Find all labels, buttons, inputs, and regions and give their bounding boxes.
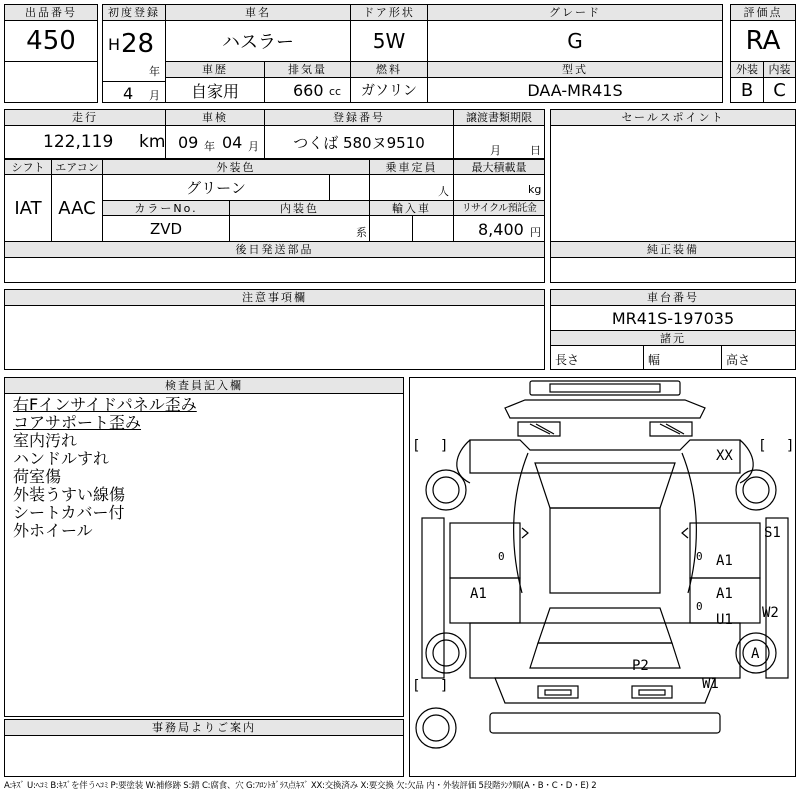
fuel-label: 燃料 <box>350 61 428 78</box>
inspector-note: 右Fインサイドパネル歪み <box>13 395 197 414</box>
year-unit: 年 <box>149 65 160 78</box>
notes-box <box>4 305 545 370</box>
damage-code-p2: P2 <box>632 658 649 674</box>
inspector-note: 外ホイール <box>13 521 93 540</box>
inspector-note: 外装うすい線傷 <box>13 485 126 504</box>
zero-mark: 0 <box>498 550 505 563</box>
capacity-label: 乗車定員 <box>369 159 454 175</box>
score-value: RA <box>730 20 796 62</box>
sales-points-box <box>550 125 796 242</box>
era-letter: H <box>108 35 121 54</box>
interior-label: 内装 <box>763 61 796 78</box>
car-diagram <box>409 377 796 777</box>
era-year: 28 <box>121 29 155 59</box>
bracket-mark: ] <box>440 678 449 694</box>
import-value-b <box>412 215 454 242</box>
mileage-value: 122,119 km <box>4 125 166 159</box>
transfer-deadline-value: 月 日 <box>453 125 545 159</box>
width-cell: 幅 <box>643 345 722 370</box>
max-load-label: 最大積載量 <box>453 159 545 175</box>
max-load-value: kg <box>453 174 545 201</box>
import-label: 輸入車 <box>369 200 454 216</box>
damage-code-s1: S1 <box>764 525 781 541</box>
displacement-value: 660 cc <box>264 77 351 103</box>
history-label: 車歴 <box>165 61 265 78</box>
bracket-mark: ] <box>440 438 449 454</box>
inspection-value: 09 年 04 月 <box>165 125 265 159</box>
capacity-value: 人 <box>369 174 454 201</box>
history-value: 自家用 <box>165 77 265 103</box>
damage-code-a: A <box>751 646 760 662</box>
exterior-color-blank <box>329 174 370 201</box>
later-parts-box <box>4 257 545 283</box>
interior-color-label: 内装色 <box>229 200 370 216</box>
bracket-mark: [ <box>412 438 421 454</box>
damage-code-xx: XX <box>716 448 733 464</box>
lot-number-label: 出品番号 <box>4 4 98 21</box>
exterior-value: B <box>730 77 764 103</box>
damage-code-w2: W2 <box>762 605 779 621</box>
office-guidance-box <box>4 735 404 777</box>
score-label: 評価点 <box>730 4 796 21</box>
registration-number-label: 登録番号 <box>264 109 454 126</box>
door-label: ドア形状 <box>350 4 428 21</box>
damage-legend: A:ｷｽﾞ U:ﾍｺﾐ B:ｷｽﾞを伴うﾍｺﾐ P:要塗装 W:補修跡 S:錆 C:腐食、穴 G:ﾌﾛﾝﾄｶﾞﾗｽ点ｷｽﾞ XX:交換済み X:要交換 欠:欠品 内・外装評価 5段階ﾗﾝｸ順(A・B・C・D・E) 2 <box>4 781 597 791</box>
fuel-value: ガソリン <box>350 77 428 103</box>
shift-value: IAT <box>4 174 52 242</box>
bracket-mark: [ <box>758 438 767 454</box>
length-cell: 長さ <box>550 345 644 370</box>
car-diagram-svg <box>410 378 795 776</box>
exterior-label: 外装 <box>730 61 764 78</box>
inspector-notes-box <box>4 393 404 717</box>
registration-number-value: つくば 580ヌ9510 <box>264 125 454 159</box>
damage-code-u1: U1 <box>716 612 733 628</box>
sales-points-label: セールスポイント <box>550 109 796 126</box>
color-number-value: ZVD <box>102 215 230 242</box>
genuine-equipment-box <box>550 257 796 283</box>
model-value: DAA-MR41S <box>427 77 723 103</box>
mileage-label: 走行 <box>4 109 166 126</box>
grade-value: G <box>427 20 723 62</box>
displacement-label: 排気量 <box>264 61 351 78</box>
import-value-a <box>369 215 413 242</box>
shift-label: シフト <box>4 159 52 175</box>
exterior-color-value: グリーン <box>102 174 330 201</box>
office-guidance-label: 事務局よりご案内 <box>4 719 404 736</box>
interior-value: C <box>763 77 796 103</box>
car-name-label: 車名 <box>165 4 351 21</box>
exterior-color-label: 外装色 <box>102 159 370 175</box>
notes-label: 注意事項欄 <box>4 289 545 306</box>
bracket-mark: [ <box>412 678 421 694</box>
aircon-label: エアコン <box>51 159 103 175</box>
height-cell: 高さ <box>721 345 796 370</box>
inspector-note: コアサポート歪み <box>13 413 142 432</box>
first-registration-year <box>102 20 166 82</box>
inspector-note: 荷室傷 <box>13 467 62 486</box>
damage-code-w1: W1 <box>702 676 719 692</box>
zero-mark: 0 <box>696 550 703 563</box>
recycle-deposit-label: リサイクル預託金 <box>453 200 545 216</box>
chassis-number-value: MR41S-197035 <box>550 305 796 331</box>
inspector-notes-label: 検査員記入欄 <box>4 377 404 394</box>
inspector-note: シートカバー付 <box>13 503 125 522</box>
aircon-value: AAC <box>51 174 103 242</box>
first-registration-label: 初度登録 <box>102 4 166 21</box>
first-registration-month: 4 月 <box>102 81 166 103</box>
recycle-deposit-value: 8,400 円 <box>453 215 545 242</box>
lot-blank <box>4 61 98 103</box>
damage-code-a1: A1 <box>716 553 733 569</box>
damage-code-a1: A1 <box>716 586 733 602</box>
lot-number-value: 450 <box>4 20 98 62</box>
transfer-deadline-label: 譲渡書類期限 <box>453 109 545 126</box>
model-label: 型式 <box>427 61 723 78</box>
car-name-value: ハスラー <box>165 20 351 62</box>
inspector-note: ハンドルすれ <box>13 449 110 468</box>
color-number-label: カラーNo. <box>102 200 230 216</box>
bracket-mark: ] <box>786 438 795 454</box>
inspection-label: 車検 <box>165 109 265 126</box>
later-parts-label: 後日発送部品 <box>4 241 545 258</box>
grade-label: グレード <box>427 4 723 21</box>
dimensions-label: 諸元 <box>550 330 796 346</box>
door-value: 5W <box>350 20 428 62</box>
zero-mark: 0 <box>696 600 703 613</box>
inspector-note: 室内汚れ <box>13 431 78 450</box>
damage-code-a1: A1 <box>470 586 487 602</box>
interior-color-value: 系 <box>229 215 370 242</box>
genuine-equipment-label: 純正装備 <box>550 241 796 258</box>
chassis-number-label: 車台番号 <box>550 289 796 306</box>
